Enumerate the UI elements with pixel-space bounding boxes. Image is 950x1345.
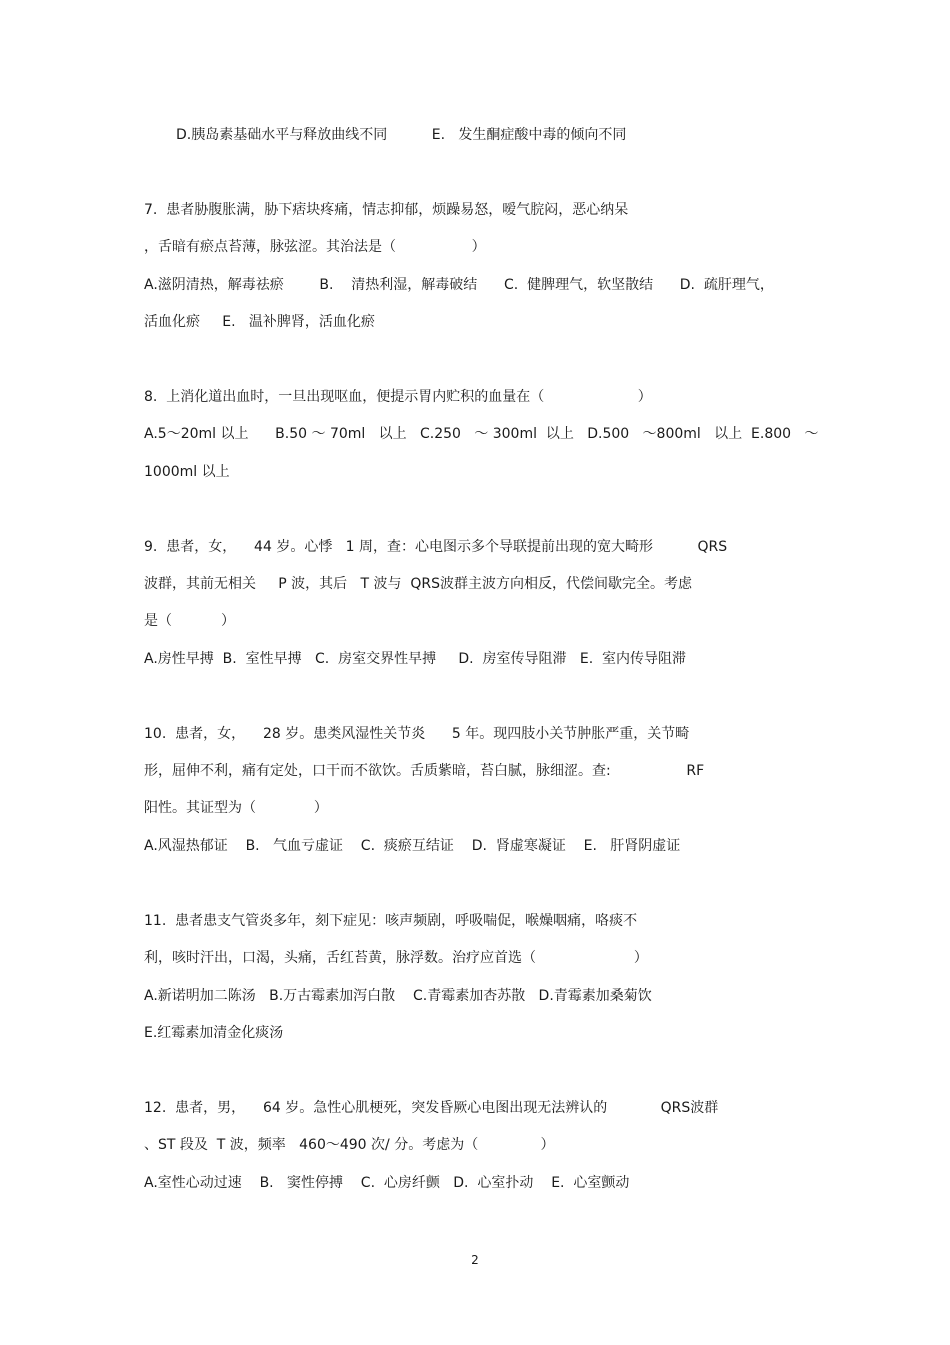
question-11-options-line-1: A.新诺明加二陈汤 B.万古霉素加泻白散 C.青霉素加杏苏散 D.青霉素加桑菊饮 (144, 988, 652, 1004)
question-10-stem-line-3: 阳性。其证型为（ ） (144, 800, 328, 816)
question-11-stem-line-2: 利，咳时汗出，口渴，头痛，舌红苔黄，脉浮数。治疗应首选（ ） (144, 950, 648, 966)
page-number: 2 (471, 1253, 479, 1267)
question-8-options-line-1: A.5～20ml 以上 B.50 ～ 70ml 以上 C.250 ～ 300ml 以上 D.500 ～800ml 以上 E.800 ～ (144, 426, 819, 442)
question-10-options-line-1: A.风湿热郁证 B. 气血亏虚证 C. 痰瘀互结证 D. 肾虚寒凝证 E. 肝肾阴虚证 (144, 838, 681, 854)
question-12-stem-line-1: 12. 患者，男， 64 岁。急性心肌梗死，突发昏厥心电图出现无法辨认的 QRS波群 (144, 1100, 719, 1116)
question-10-stem-line-2: 形，屈伸不利，痛有定处，口干而不欲饮。舌质紫暗，苔白腻，脉细涩。查: RF (144, 763, 705, 779)
question-9-stem-line-2: 波群，其前无相关 P 波，其后 T 波与 QRS波群主波方向相反，代偿间歇完全。考虑 (144, 576, 693, 592)
question-9-options-line-1: A.房性早搏 B. 室性早搏 C. 房室交界性早搏 D. 房室传导阻滞 E. 室内传导阻滞 (144, 651, 687, 667)
question-7-options-line-1: A.滋阴清热，解毒祛瘀 B. 清热利湿，解毒破结 C. 健脾理气，软坚散结 D. 疏肝理气， (144, 277, 774, 293)
question-10-stem-line-1: 10. 患者，女， 28 岁。患类风湿性关节炎 5 年。现四肢小关节肿胀严重，关节畸 (144, 726, 690, 742)
question-12-stem-line-2: 、ST 段及 T 波，频率 460～490 次/ 分。考虑为（ ） (144, 1137, 555, 1153)
question-7-stem-line-2: ，舌暗有瘀点苔薄，脉弦涩。其治法是（ ） (144, 239, 486, 255)
question-7-options-line-2: 活血化瘀 E. 温补脾肾，活血化瘀 (144, 314, 375, 330)
question-11-options-line-2: E.红霉素加清金化痰汤 (144, 1025, 284, 1041)
question-7-stem-line-1: 7. 患者胁腹胀满，胁下痞块疼痛，情志抑郁，烦躁易怒，嗳气脘闷，恶心纳呆 (144, 202, 629, 218)
question-6-option-tail: D.胰岛素基础水平与释放曲线不同 E. 发生酮症酸中毒的倾向不同 (176, 127, 627, 143)
question-11-stem-line-1: 11. 患者患支气管炎多年，刻下症见：咳声频剧，呼吸喘促，喉燥咽痛，咯痰不 (144, 913, 638, 929)
question-8-stem-line-1: 8. 上消化道出血时，一旦出现呕血，便提示胃内贮积的血量在（ ） (144, 389, 652, 405)
question-9-stem-line-3: 是（ ） (144, 613, 235, 629)
question-12-options-line-1: A.室性心动过速 B. 窦性停搏 C. 心房纤颤 D. 心室扑动 E. 心室颤动 (144, 1175, 630, 1191)
question-9-stem-line-1: 9. 患者，女， 44 岁。心悸 1 周，查：心电图示多个导联提前出现的宽大畸形 QRS (144, 539, 728, 555)
question-8-options-line-2: 1000ml 以上 (144, 464, 230, 480)
